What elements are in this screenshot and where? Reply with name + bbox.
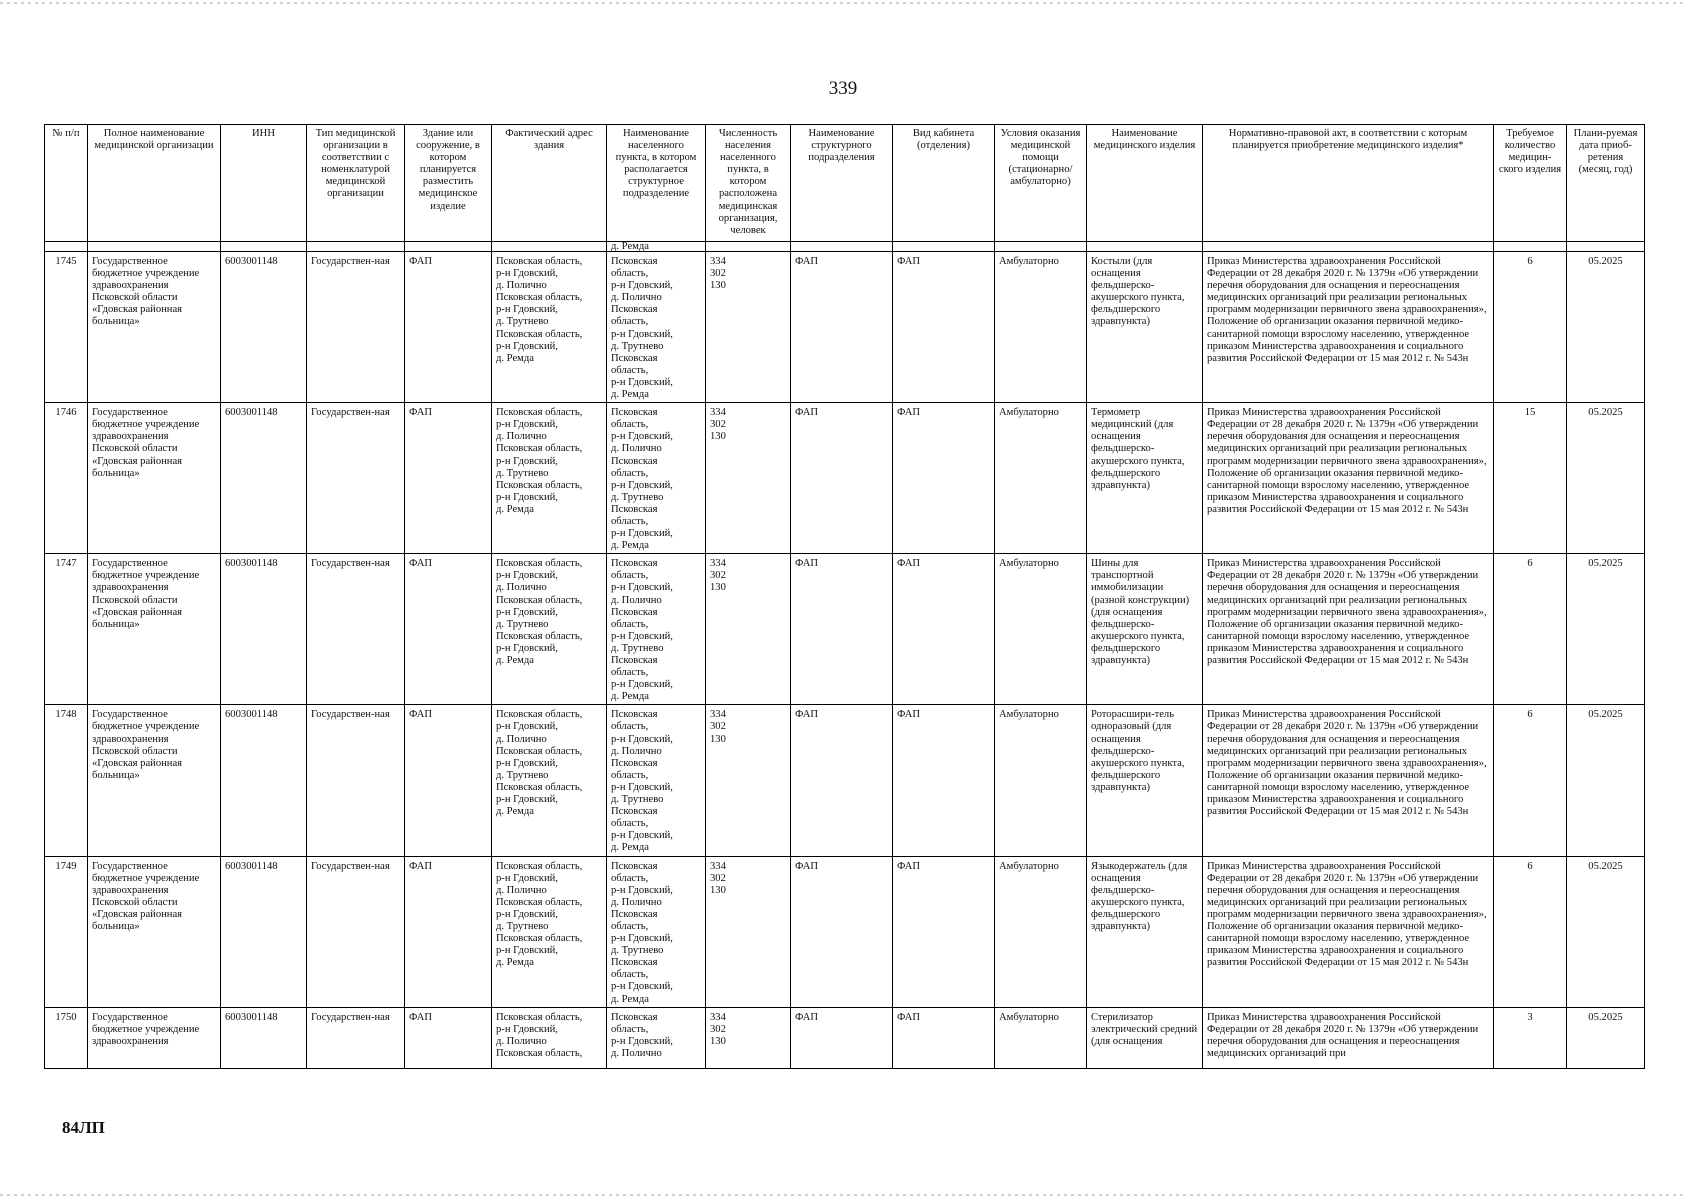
cell-org: Государственное бюджетное учреждение здравоохранения Псковской области «Гдовская районная больница» xyxy=(88,856,221,1007)
cell-type: Государствен-ная xyxy=(307,252,405,403)
cell-inn: 6003001148 xyxy=(221,705,307,856)
header-device: Наименование медицинского изделия xyxy=(1087,125,1203,242)
continuation-row xyxy=(45,242,1645,252)
scan-edge-bottom xyxy=(0,1194,1686,1196)
cell-population: 334 302 130 xyxy=(706,554,791,705)
cell-subdivision: ФАП xyxy=(791,252,893,403)
cell-act: Приказ Министерства здравоохранения Российской Федерации от 28 декабря 2020 г. № 1379н «Об утверждении перечня оборудования для оснащения и переоснащения медицинских организаций при реализации региональных программ модернизации первичного звена здравоохранения», Положение об организации оказания первичной медико-санитарной помощи взрослому населению, утвержденное приказом Министерства здравоохранения и социального развития Российской Федерации от 15 мая 2012 г. № 543н xyxy=(1203,403,1494,554)
page-number: 339 xyxy=(828,78,858,99)
header-locality: Наименование населенного пункта, в котором располагается структурное подразделение xyxy=(607,125,706,242)
cell-act: Приказ Министерства здравоохранения Российской Федерации от 28 декабря 2020 г. № 1379н «Об утверждении перечня оборудования для оснащения и переоснащения медицинских организаций при xyxy=(1203,1007,1494,1068)
header-date: Плани-руемая дата приоб-ретения (месяц, год) xyxy=(1567,125,1645,242)
cell-quantity: 15 xyxy=(1494,403,1567,554)
header-act: Нормативно-правовой акт, в соответствии с которым планируется приобретение медицинского изделия* xyxy=(1203,125,1494,242)
cell-conditions: Амбулаторно xyxy=(995,252,1087,403)
cell-device: Костыли (для оснащения фельдшерско-акушерского пункта, фельдшерского здравпункта) xyxy=(1087,252,1203,403)
cell-address: Псковская область, р-н Гдовский, д. Полично Псковская область, р-н Гдовский, д. Трутнево Псковская область, р-н Гдовский, д. Ремда xyxy=(492,252,607,403)
cell-device: Термометр медицинский (для оснащения фельдшерско-акушерского пункта, фельдшерского здравпункта) xyxy=(1087,403,1203,554)
cell-device: Шины для транспортной иммобилизации (разной конструкции) (для оснащения фельдшерско-акушерского пункта, фельдшерского здравпункта) xyxy=(1087,554,1203,705)
cell-subdivision: ФАП xyxy=(791,856,893,1007)
cell-act: Приказ Министерства здравоохранения Российской Федерации от 28 декабря 2020 г. № 1379н «Об утверждении перечня оборудования для оснащения и переоснащения медицинских организаций при реализации региональных программ модернизации первичного звена здравоохранения», Положение об организации оказания первичной медико-санитарной помощи взрослому населению, утвержденное приказом Министерства здравоохранения и социального развития Российской Федерации от 15 мая 2012 г. № 543н xyxy=(1203,554,1494,705)
cell-subdivision: ФАП xyxy=(791,1007,893,1068)
cell-inn: 6003001148 xyxy=(221,554,307,705)
header-type: Тип медицинской организации в соответствии с номенклатурой медицинской организации xyxy=(307,125,405,242)
cell-date: 05.2025 xyxy=(1567,856,1645,1007)
table-header-row xyxy=(45,125,1645,242)
cell-subdivision: ФАП xyxy=(791,554,893,705)
table-row xyxy=(45,1007,1645,1068)
cell-num: 1745 xyxy=(45,252,88,403)
header-org: Полное наименование медицинской организации xyxy=(88,125,221,242)
cell-num: 1749 xyxy=(45,856,88,1007)
cell-locality: Псковская область, р-н Гдовский, д. Полично Псковская область, р-н Гдовский, д. Трутнево Псковская область, р-н Гдовский, д. Ремда xyxy=(607,856,706,1007)
cell-org: Государственное бюджетное учреждение здравоохранения xyxy=(88,1007,221,1068)
cell-device: Роторасшири-тель одноразовый (для оснащения фельдшерско-акушерского пункта, фельдшерского здравпункта) xyxy=(1087,705,1203,856)
cell-device: Стерилизатор электрический средний (для оснащения xyxy=(1087,1007,1203,1068)
cell-quantity: 3 xyxy=(1494,1007,1567,1068)
equipment-table xyxy=(44,124,1645,1069)
cell-population: 334 302 130 xyxy=(706,252,791,403)
cell-inn: 6003001148 xyxy=(221,1007,307,1068)
cell-building: ФАП xyxy=(405,252,492,403)
header-building: Здание или сооружение, в котором планируется разместить медицинское изделие xyxy=(405,125,492,242)
cell-locality: Псковская область, р-н Гдовский, д. Полично xyxy=(607,1007,706,1068)
header-population: Численность населения населенного пункта, в котором расположена медицинская организация, человек xyxy=(706,125,791,242)
cell-address: Псковская область, р-н Гдовский, д. Полично Псковская область, р-н Гдовский, д. Трутнево Псковская область, р-н Гдовский, д. Ремда xyxy=(492,705,607,856)
cell-building: ФАП xyxy=(405,856,492,1007)
header-subdivision: Наименование структурного подразделения xyxy=(791,125,893,242)
cell-conditions: Амбулаторно xyxy=(995,705,1087,856)
cell-org: Государственное бюджетное учреждение здравоохранения Псковской области «Гдовская районная больница» xyxy=(88,403,221,554)
cell-subdivision: ФАП xyxy=(791,403,893,554)
cell-cabinet: ФАП xyxy=(893,252,995,403)
cell-conditions: Амбулаторно xyxy=(995,1007,1087,1068)
cell-num: 1746 xyxy=(45,403,88,554)
cell-cabinet: ФАП xyxy=(893,403,995,554)
cell-quantity: 6 xyxy=(1494,705,1567,856)
cell-date: 05.2025 xyxy=(1567,705,1645,856)
cell-locality: Псковская область, р-н Гдовский, д. Полично Псковская область, р-н Гдовский, д. Трутнево Псковская область, р-н Гдовский, д. Ремда xyxy=(607,554,706,705)
cell-type: Государствен-ная xyxy=(307,554,405,705)
cell-address: Псковская область, р-н Гдовский, д. Полично Псковская область, xyxy=(492,1007,607,1068)
cell-cabinet: ФАП xyxy=(893,856,995,1007)
cell-inn: 6003001148 xyxy=(221,403,307,554)
cell-num: 1747 xyxy=(45,554,88,705)
cell-org: Государственное бюджетное учреждение здравоохранения Псковской области «Гдовская районная больница» xyxy=(88,252,221,403)
cell-population: 334 302 130 xyxy=(706,856,791,1007)
cell-locality: Псковская область, р-н Гдовский, д. Полично Псковская область, р-н Гдовский, д. Трутнево Псковская область, р-н Гдовский, д. Ремда xyxy=(607,252,706,403)
cell-building: ФАП xyxy=(405,554,492,705)
cell-conditions: Амбулаторно xyxy=(995,554,1087,705)
cell-cabinet: ФАП xyxy=(893,705,995,856)
table-row xyxy=(45,705,1645,856)
table-row xyxy=(45,252,1645,403)
header-conditions: Условия оказания медицинской помощи (стационарно/ амбулаторно) xyxy=(995,125,1087,242)
cell-inn: 6003001148 xyxy=(221,856,307,1007)
cell-inn: 6003001148 xyxy=(221,252,307,403)
cell-address: Псковская область, р-н Гдовский, д. Полично Псковская область, р-н Гдовский, д. Трутнево Псковская область, р-н Гдовский, д. Ремда xyxy=(492,554,607,705)
table-row xyxy=(45,856,1645,1007)
cell-act: Приказ Министерства здравоохранения Российской Федерации от 28 декабря 2020 г. № 1379н «Об утверждении перечня оборудования для оснащения и переоснащения медицинских организаций при реализации региональных программ модернизации первичного звена здравоохранения», Положение об организации оказания первичной медико-санитарной помощи взрослому населению, утвержденное приказом Министерства здравоохранения и социального развития Российской Федерации от 15 мая 2012 г. № 543н xyxy=(1203,252,1494,403)
table-row xyxy=(45,403,1645,554)
cell-type: Государствен-ная xyxy=(307,1007,405,1068)
cell-device: Языкодержатель (для оснащения фельдшерско-акушерского пункта, фельдшерского здравпункта) xyxy=(1087,856,1203,1007)
table-row xyxy=(45,554,1645,705)
cell-date: 05.2025 xyxy=(1567,554,1645,705)
cell-conditions: Амбулаторно xyxy=(995,856,1087,1007)
cell-date: 05.2025 xyxy=(1567,252,1645,403)
cell-cabinet: ФАП xyxy=(893,554,995,705)
continuation-locality: д. Ремда xyxy=(607,242,706,252)
cell-num: 1750 xyxy=(45,1007,88,1068)
cell-org: Государственное бюджетное учреждение здравоохранения Псковской области «Гдовская районная больница» xyxy=(88,705,221,856)
cell-population: 334 302 130 xyxy=(706,1007,791,1068)
cell-cabinet: ФАП xyxy=(893,1007,995,1068)
header-inn: ИНН xyxy=(221,125,307,242)
cell-building: ФАП xyxy=(405,1007,492,1068)
cell-address: Псковская область, р-н Гдовский, д. Полично Псковская область, р-н Гдовский, д. Трутнево Псковская область, р-н Гдовский, д. Ремда xyxy=(492,856,607,1007)
cell-population: 334 302 130 xyxy=(706,705,791,856)
cell-num: 1748 xyxy=(45,705,88,856)
header-quantity: Требуемое количество медицин-ского изделия xyxy=(1494,125,1567,242)
cell-type: Государствен-ная xyxy=(307,856,405,1007)
scan-edge-top xyxy=(0,2,1686,4)
cell-act: Приказ Министерства здравоохранения Российской Федерации от 28 декабря 2020 г. № 1379н «Об утверждении перечня оборудования для оснащения и переоснащения медицинских организаций при реализации региональных программ модернизации первичного звена здравоохранения», Положение об организации оказания первичной медико-санитарной помощи взрослому населению, утвержденное приказом Министерства здравоохранения и социального развития Российской Федерации от 15 мая 2012 г. № 543н xyxy=(1203,705,1494,856)
cell-act: Приказ Министерства здравоохранения Российской Федерации от 28 декабря 2020 г. № 1379н «Об утверждении перечня оборудования для оснащения и переоснащения медицинских организаций при реализации региональных программ модернизации первичного звена здравоохранения», Положение об организации оказания первичной медико-санитарной помощи взрослому населению, утвержденное приказом Министерства здравоохранения и социального развития Российской Федерации от 15 мая 2012 г. № 543н xyxy=(1203,856,1494,1007)
cell-locality: Псковская область, р-н Гдовский, д. Полично Псковская область, р-н Гдовский, д. Трутнево Псковская область, р-н Гдовский, д. Ремда xyxy=(607,705,706,856)
cell-date: 05.2025 xyxy=(1567,403,1645,554)
cell-population: 334 302 130 xyxy=(706,403,791,554)
cell-locality: Псковская область, р-н Гдовский, д. Полично Псковская область, р-н Гдовский, д. Трутнево Псковская область, р-н Гдовский, д. Ремда xyxy=(607,403,706,554)
cell-quantity: 6 xyxy=(1494,856,1567,1007)
cell-quantity: 6 xyxy=(1494,252,1567,403)
header-cabinet: Вид кабинета (отделения) xyxy=(893,125,995,242)
cell-org: Государственное бюджетное учреждение здравоохранения Псковской области «Гдовская районная больница» xyxy=(88,554,221,705)
cell-type: Государствен-ная xyxy=(307,403,405,554)
cell-type: Государствен-ная xyxy=(307,705,405,856)
header-address: Фактический адрес здания xyxy=(492,125,607,242)
cell-subdivision: ФАП xyxy=(791,705,893,856)
cell-conditions: Амбулаторно xyxy=(995,403,1087,554)
cell-building: ФАП xyxy=(405,705,492,856)
cell-building: ФАП xyxy=(405,403,492,554)
footer-code: 84ЛП xyxy=(62,1118,105,1137)
cell-date: 05.2025 xyxy=(1567,1007,1645,1068)
cell-address: Псковская область, р-н Гдовский, д. Полично Псковская область, р-н Гдовский, д. Трутнево Псковская область, р-н Гдовский, д. Ремда xyxy=(492,403,607,554)
header-num: № п/п xyxy=(45,125,88,242)
cell-quantity: 6 xyxy=(1494,554,1567,705)
